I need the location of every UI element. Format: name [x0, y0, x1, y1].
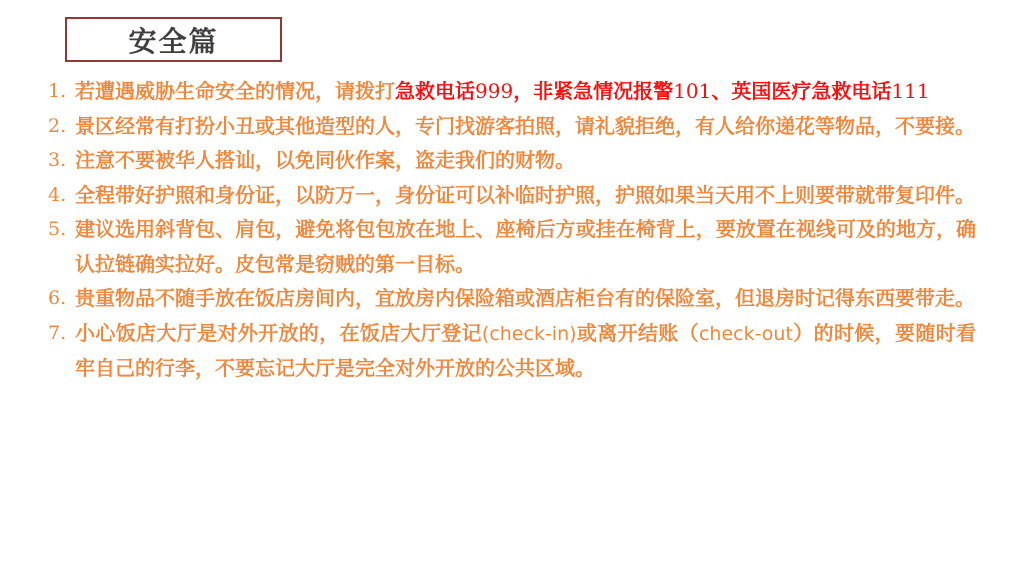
- text-segment-orange: 全程带好护照和身份证，以防万一，身份证可以补临时护照，护照如果当天用不上则要带就带复印件。: [75, 182, 975, 207]
- text-segment-orange: 若遭遇威胁生命安全的情况，请拨打: [75, 79, 395, 103]
- slide-title: 安全篇: [128, 24, 219, 58]
- list-item-number: 3.: [48, 149, 67, 171]
- text-segment-red-num: 111: [891, 79, 930, 103]
- list-item: [48, 109, 976, 144]
- text-segment-orange: 建议选用斜背包、肩包，避免将包包放在地上、座椅后方或挂在椅背上，要放置在视线可及的地方，确认拉链确实拉好。皮包常是窃贼的第一目标。: [75, 217, 976, 276]
- text-segment-orange-latin: (check-in): [481, 322, 577, 345]
- list-item-text: [75, 321, 976, 381]
- text-segment-orange: 注意不要被华人搭讪，以免同伙作案，盗走我们的财物。: [75, 148, 575, 172]
- text-segment-orange: 景区经常有打扮小丑或其他造型的人，专门找游客拍照，请礼貌拒绝，有人给你递花等物品，不要接。: [75, 113, 975, 138]
- list-item-text: [75, 114, 975, 138]
- list-item-number: 5.: [48, 218, 67, 240]
- list-item: [48, 74, 976, 109]
- list-item-number: 7.: [48, 321, 67, 344]
- list-item: [48, 178, 976, 213]
- list-item-number: 6.: [48, 287, 67, 309]
- list-item-number: 4.: [48, 183, 67, 206]
- text-segment-orange: 或离开结账（: [576, 320, 699, 345]
- list-item: [48, 212, 976, 281]
- list-item-text: [75, 79, 930, 103]
- text-segment-red: ，非紧急情况报警: [513, 79, 674, 103]
- list-item-text: [75, 217, 976, 276]
- text-segment-orange: ）的时候，要随时看牢自己的行李，不要忘记大厅是完全对外开放的公共区域。: [75, 320, 977, 380]
- text-segment-orange-latin: check-out: [698, 322, 793, 345]
- text-segment-orange: 贵重物品不随手放在饭店房间内，宜放房内保险箱或酒店柜台有的保险室，但退房时记得东西要带走。: [75, 286, 975, 310]
- list-item-text: [75, 183, 975, 207]
- safety-tips-list: [48, 74, 976, 386]
- list-item-number: 1.: [48, 80, 67, 102]
- text-segment-red: 、英国医疗急救电话: [711, 79, 892, 103]
- text-segment-orange: 小心饭店大厅是对外开放的，在饭店大厅登记: [75, 320, 482, 345]
- list-item: [48, 143, 976, 178]
- text-segment-red-num: 999: [475, 79, 514, 103]
- title-box: [65, 17, 282, 62]
- text-segment-red: 急救电话: [395, 79, 475, 103]
- list-item-text: [75, 148, 575, 172]
- list-item-number: 2.: [48, 114, 67, 137]
- list-item: [48, 316, 976, 386]
- text-segment-red-num: 101: [673, 79, 712, 103]
- list-item: [48, 281, 976, 316]
- list-item-text: [75, 286, 975, 310]
